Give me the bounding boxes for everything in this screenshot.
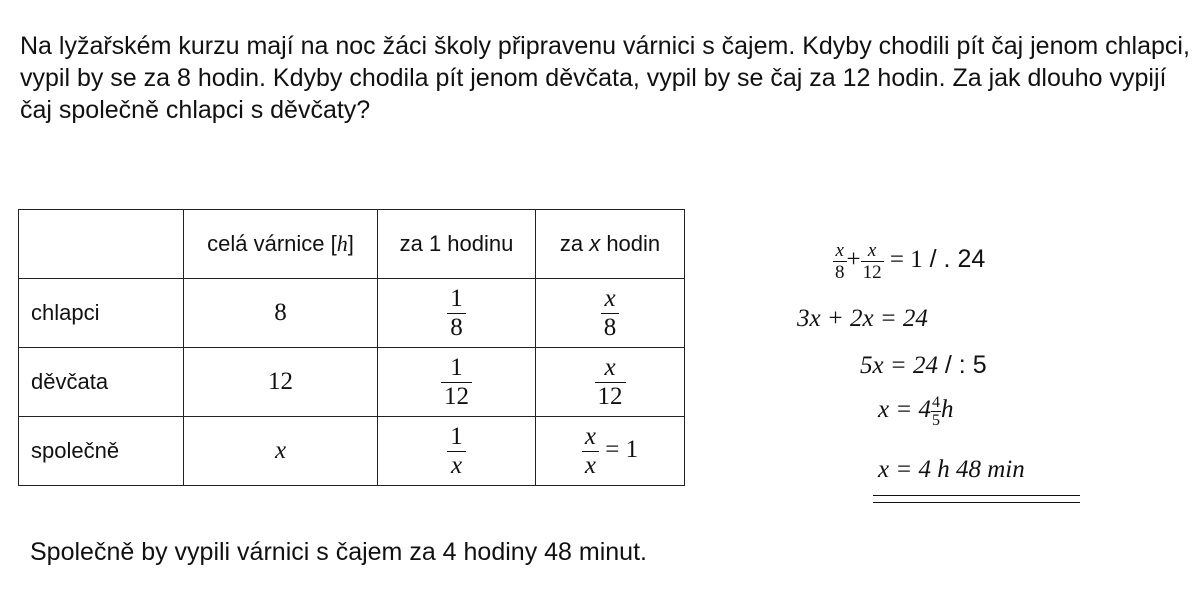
table-row xyxy=(19,279,685,348)
problem-text: Na lyžařském kurzu mají na noc žáci školy připravenu várnici s čajem. Kdyby chodili pít čaj jenom chlapci, vypil by se za 8 hodin. Kdyby chodila pít jenom děvčata, vypil by se čaj za 12 hodin. Za jak dlouho vypijí čaj společně chlapci s děvčaty? xyxy=(20,32,1190,124)
whole-value: 8 xyxy=(184,279,378,348)
equation-line-3: 5x = 24 / : 5 xyxy=(860,351,987,379)
per-hour-fraction: $\frac{1}{12}$ xyxy=(378,348,536,417)
whole-value: 12 xyxy=(184,348,378,417)
final-result-underline xyxy=(873,495,1080,496)
header-per-hour: za 1 hodinu xyxy=(378,210,536,279)
per-x-fraction: $\frac{x}{8}$ xyxy=(536,279,685,348)
equation-line-2: 3x + 2x = 24 xyxy=(797,305,928,332)
per-x-fraction: $\frac{x}{12}$ xyxy=(536,348,685,417)
header-per-x: za x hodin xyxy=(536,210,685,279)
equation-line-4: x = 4 $\frac{4}{5}$ h xyxy=(878,394,954,429)
row-label: chlapci xyxy=(19,279,184,348)
table-row xyxy=(19,348,685,417)
equation-line-5: x = 4 h 48 min xyxy=(878,456,1025,483)
table-header-row xyxy=(19,210,685,279)
row-label: děvčata xyxy=(19,348,184,417)
per-hour-fraction: $\frac{1}{8}$ xyxy=(378,279,536,348)
per-hour-fraction: $\frac{1}{x}$ xyxy=(378,417,536,486)
per-x-fraction: $\frac{x}{x}$ = 1 xyxy=(536,417,685,486)
final-result-underline xyxy=(873,502,1080,503)
equation-line-1: $\frac{x}{8}$ + $\frac{x}{12}$ = 1 / . 24 xyxy=(835,240,986,283)
header-whole: celá várnice [h] xyxy=(184,210,378,279)
solution-table xyxy=(18,209,685,486)
row-label: společně xyxy=(19,417,184,486)
corner-cell xyxy=(19,210,184,279)
answer-text: Společně by vypili várnici s čajem za 4 hodiny 48 minut. xyxy=(30,538,647,566)
whole-value: x xyxy=(184,417,378,486)
table-row xyxy=(19,417,685,486)
